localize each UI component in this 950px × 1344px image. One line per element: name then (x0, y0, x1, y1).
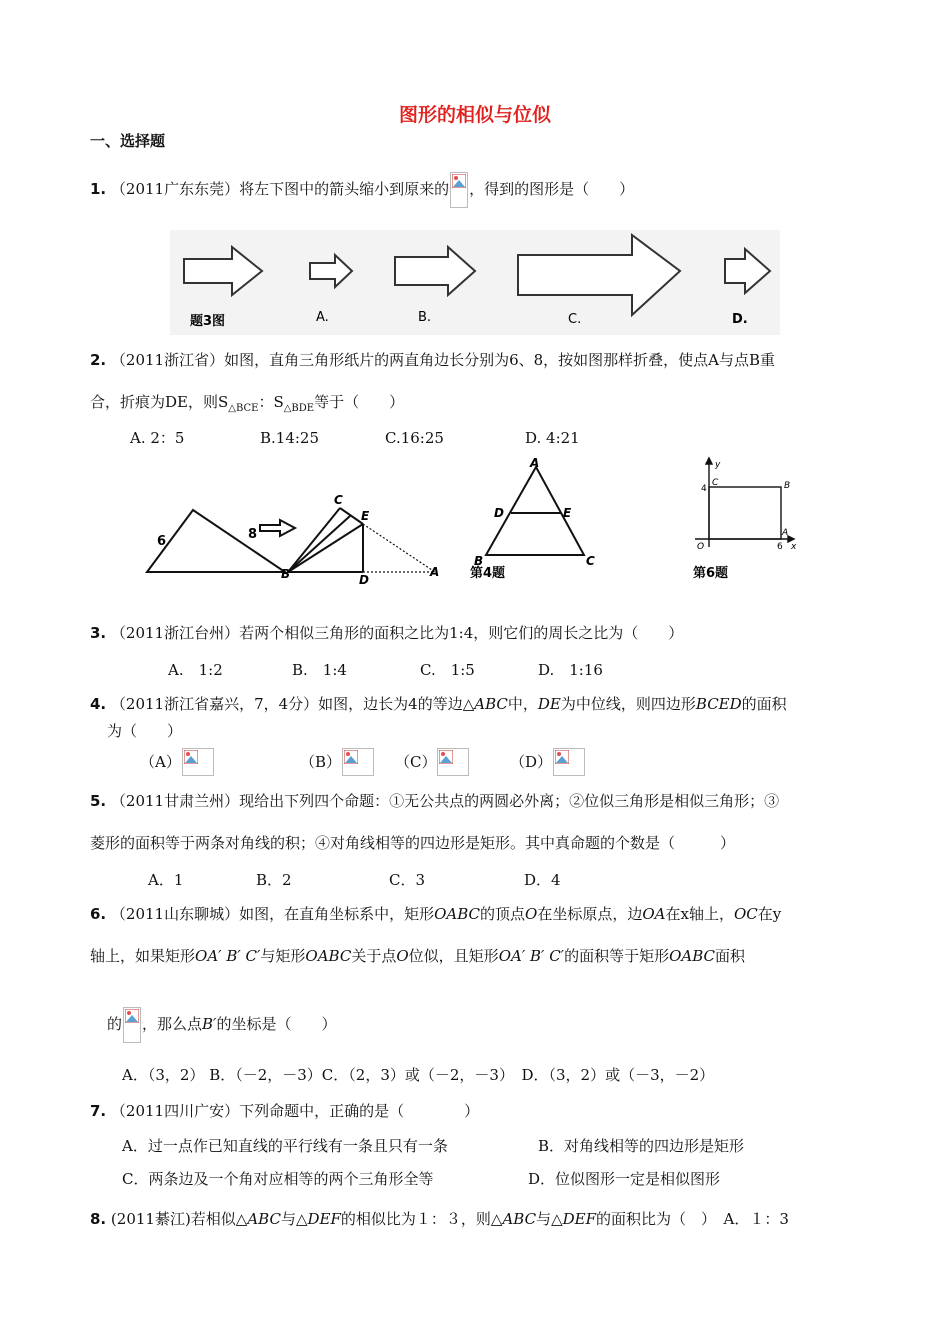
option-a: A. 1:2 (168, 661, 223, 679)
math-text: ABC (474, 695, 508, 713)
question-text: 与△ (536, 1210, 563, 1228)
label-6: 6 (157, 534, 167, 549)
question-4 (90, 693, 787, 714)
question-5-line2: 菱形的面积等于两条对角线的积；④对角线相等的四边形是矩形。其中真命题的个数是（ ） (90, 834, 736, 852)
math-text: ABC (247, 1210, 281, 1228)
math-text: BCED (695, 695, 742, 713)
question-text: 在坐标原点，边 (537, 905, 643, 923)
question-text: 的面积比为（ ） A．１：3 (596, 1210, 789, 1228)
math-text: OA′ B′ C′ (498, 947, 565, 965)
option-b: B．2 (256, 871, 292, 889)
broken-image-icon (450, 172, 468, 208)
question-4-line2: 为（ ） (107, 722, 183, 740)
question-text: ，那么点 (142, 1015, 203, 1033)
question-text: 在y (757, 905, 782, 923)
math-text: O (525, 905, 538, 923)
math-text: ABC (502, 1210, 537, 1228)
label-a: A (782, 528, 789, 538)
arrows-figure (170, 215, 780, 335)
question-text: 合，折痕为DE，则S (90, 393, 229, 411)
option-b: B.14:25 (260, 429, 320, 447)
label-c: C (334, 493, 343, 507)
question-text: （2011浙江台州）若两个相似三角形的面积之比为1:4，则它们的周长之比为（ ） (110, 624, 684, 642)
label-c: C (712, 478, 719, 488)
label-a: A. (316, 310, 329, 325)
question-7-option-c: C．两条边及一个角对应相等的两个三角形全等 (122, 1170, 434, 1188)
figure-caption: 第4题 (470, 566, 506, 580)
fold-figure (145, 490, 450, 585)
question-text: 与矩形 (260, 947, 306, 965)
coordinate-figure (675, 455, 805, 580)
option-d: D．4 (524, 871, 561, 889)
option-b: B. 1:4 (292, 661, 347, 679)
math-text: OABC (669, 947, 716, 965)
question-text: 关于点 (351, 947, 397, 965)
triangle-figure (470, 455, 600, 580)
option-a: A. 2：5 (130, 429, 185, 447)
option-a: （A） (140, 753, 181, 771)
math-text: O (396, 947, 409, 965)
question-number: 2. (90, 351, 107, 369)
subscript: △BDE (283, 403, 315, 414)
question-text: 的 (107, 1015, 123, 1033)
question-5-options (148, 869, 561, 890)
label-original: 题3图 (190, 314, 226, 329)
option-c: （C） (395, 753, 437, 771)
question-text: 的顶点 (480, 905, 526, 923)
question-2-line1 (90, 349, 775, 370)
math-text: OABC (305, 947, 352, 965)
math-text: DEF (307, 1210, 341, 1228)
question-number: 8. (90, 1210, 107, 1228)
question-text: （2011浙江省嘉兴，7，4分）如图，边长为4的等边△ (110, 695, 475, 713)
question-6-line2 (90, 945, 745, 966)
label-b: B (281, 567, 291, 581)
label-b: B. (418, 310, 432, 325)
question-8 (90, 1208, 789, 1229)
question-5-line1 (90, 790, 779, 811)
broken-image-icon (182, 748, 214, 776)
math-text: DE (537, 695, 561, 713)
question-number: 5. (90, 792, 107, 810)
label-b: B (784, 481, 791, 491)
question-text: ，得到的图形是（ ） (469, 180, 635, 198)
broken-image-icon (553, 748, 585, 776)
broken-image-icon (123, 1007, 141, 1043)
question-text: 中， (507, 695, 538, 713)
question-text: （2011广东东莞）将左下图中的箭头缩小到原来的 (110, 180, 450, 198)
tick-4: 4 (701, 484, 707, 494)
label-b: B (474, 554, 484, 568)
question-text: ：S (258, 393, 284, 411)
question-number: 7. (90, 1102, 107, 1120)
label-c: C (586, 554, 595, 568)
question-number: 3. (90, 624, 107, 642)
question-text: 为中位线，则四边形 (560, 695, 696, 713)
math-text: OA (642, 905, 666, 923)
question-text: （2011浙江省）如图，直角三角形纸片的两直角边长分别为6、8，按如图那样折叠，使点A与点B重 (110, 351, 776, 369)
question-7-option-d: D．位似图形一定是相似图形 (528, 1170, 721, 1188)
math-text: OA′ B′ C′ (195, 947, 261, 965)
option-d: D. 1:16 (538, 661, 603, 679)
page-title: 图形的相似与位似 (398, 104, 551, 126)
question-number: 1. (90, 180, 107, 198)
option-c: C.16:25 (385, 429, 444, 447)
option-c: C．3 (389, 871, 426, 889)
question-text: 的相似比为１：３，则△ (340, 1210, 503, 1228)
label-c: C. (568, 312, 582, 327)
question-text: (2011綦江)若相似△ (110, 1210, 248, 1228)
question-7-option-a: A．过一点作已知直线的平行线有一条且只有一条 (122, 1137, 448, 1155)
question-text: （2011山东聊城）如图，在直角坐标系中，矩形 (110, 905, 435, 923)
question-6-options: A．（3，2） B．（－2，－3）C．（2，3）或（－2，－3） D．（3，2）或（－3，－2） (122, 1066, 715, 1084)
label-o: O (697, 542, 705, 552)
question-text: 的坐标是（ ） (216, 1015, 337, 1033)
question-text: （2011甘肃兰州）现给出下列四个命题：①无公共点的两圆必外离；②位似三角形是相似三角形；③ (110, 792, 780, 810)
broken-image-icon (342, 748, 374, 776)
label-a: A (430, 565, 440, 579)
arrow-icon (260, 520, 295, 536)
question-6-line1 (90, 903, 781, 924)
question-3-options (168, 659, 603, 680)
question-2-options (130, 427, 580, 448)
question-7 (90, 1100, 479, 1121)
question-6-line3 (107, 1007, 336, 1043)
question-text: （2011四川广安）下列命题中，正确的是（ ） (110, 1102, 480, 1120)
label-e: E (361, 509, 370, 523)
label-d: D (494, 506, 504, 520)
figure-caption: 第6题 (693, 566, 729, 580)
label-e: E (563, 506, 572, 520)
math-text: OABC (434, 905, 481, 923)
question-text: 轴上，如果矩形 (90, 947, 196, 965)
label-a: A (530, 456, 540, 470)
question-4-options (140, 748, 586, 776)
question-text: 面积 (715, 947, 746, 965)
question-number: 4. (90, 695, 107, 713)
axis-x-label: x (791, 542, 797, 552)
question-2-line2 (90, 391, 404, 414)
axis-y-label: y (715, 460, 721, 470)
option-a: A．1 (148, 871, 184, 889)
question-text: 的面积等于矩形 (564, 947, 670, 965)
math-text: OC (733, 905, 758, 923)
option-c: C. 1:5 (420, 661, 475, 679)
question-1 (90, 172, 634, 208)
broken-image-icon (437, 748, 469, 776)
option-d: D. 4:21 (525, 429, 580, 447)
math-text: DEF (562, 1210, 597, 1228)
subscript: △BCE (228, 403, 259, 414)
question-text: 在x轴上， (665, 905, 734, 923)
question-7-option-b: B．对角线相等的四边形是矩形 (538, 1137, 745, 1155)
question-number: 6. (90, 905, 107, 923)
label-8: 8 (248, 527, 258, 542)
section-heading: 一、选择题 (90, 132, 166, 150)
question-text: 与△ (280, 1210, 308, 1228)
label-d: D. (732, 312, 748, 327)
option-b: （B） (300, 753, 342, 771)
math-text: B′ (202, 1015, 217, 1033)
question-text: 位似，且矩形 (408, 947, 499, 965)
label-d: D (359, 573, 369, 585)
question-text: 等于（ ） (314, 393, 405, 411)
question-3 (90, 622, 683, 643)
tick-6: 6 (777, 542, 783, 552)
question-text: 的面积 (741, 695, 787, 713)
option-d: （D） (510, 753, 553, 771)
